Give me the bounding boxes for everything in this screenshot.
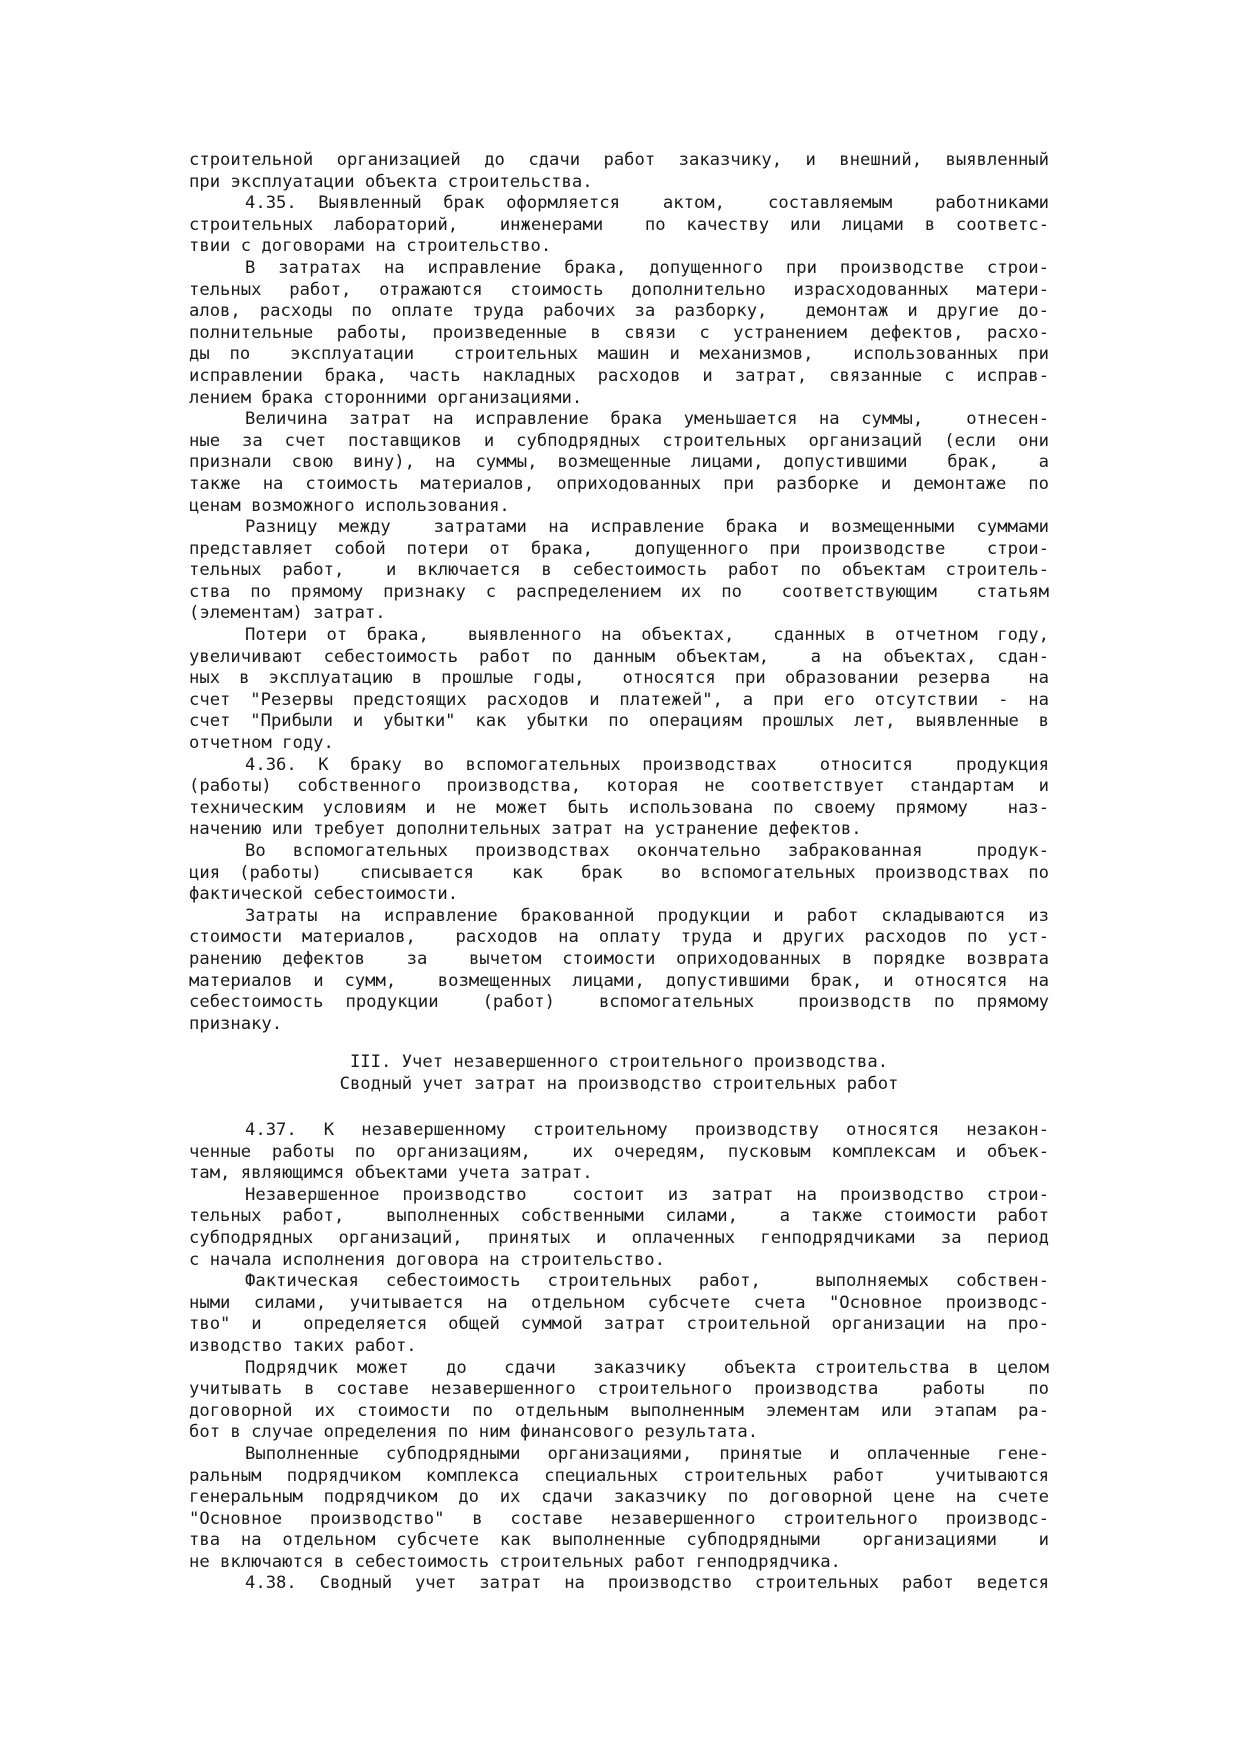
text-line: отчетном году. (189, 733, 334, 754)
text-line: 4.37. К незавершенному строительному производству относятся незакон- (245, 1120, 1049, 1140)
text-line: ченные работы по организациям, их очередям, пусковым комплексам и объек- (189, 1141, 1049, 1162)
section-heading-line-1: III. Учет незавершенного строительного производства. (349, 1052, 889, 1072)
text-line: не включаются в себестоимость строительных работ генподрядчика. (189, 1551, 841, 1572)
text-line: договорной их стоимости по отдельным выполненным элементам или этапам ра- (189, 1400, 1049, 1421)
text-line: признали свою вину), на суммы, возмещенные лицами, допустившими брак, а (189, 452, 1049, 473)
text-line: Подрядчик может до сдачи заказчику объекта строительства в целом (245, 1357, 1049, 1378)
text-line: 4.38. Сводный учет затрат на производство строительных работ ведется (245, 1573, 1049, 1594)
text-line: там, являющимся объектами учета затрат. (189, 1163, 593, 1184)
text-line: В затратах на исправление брака, допущенного при производстве строи- (245, 257, 1049, 278)
text-line: учитывать в составе незавершенного строительного производства работы по (189, 1379, 1049, 1400)
text-line: (элементам) затрат. (189, 603, 386, 624)
text-line: Разницу между затратами на исправление брака и возмещенными суммами (245, 517, 1049, 538)
text-line: 4.35. Выявленный брак оформляется актом, составляемым работниками (245, 193, 1049, 214)
text-line: Потери от брака, выявленного на объектах, сданных в отчетном году, (245, 625, 1049, 646)
text-line: признаку. (189, 1013, 283, 1034)
text-block-bottom (189, 1120, 1049, 1595)
section-heading (189, 1052, 1049, 1095)
text-line: Фактическая себестоимость строительных работ, выполняемых собствен- (245, 1271, 1049, 1292)
text-line: лением брака сторонними организациями. (189, 387, 583, 408)
text-line: тва на отдельном субсчете как выполненные субподрядными организациями и (189, 1530, 1049, 1551)
text-line: представляет собой потери от брака, допущенного при производстве строи- (189, 538, 1049, 559)
section-heading-line-2: Сводный учет затрат на производство строительных работ (339, 1073, 899, 1094)
text-line: Величина затрат на исправление брака уменьшается на суммы, отнесен- (245, 409, 1049, 430)
text-line: ные за счет поставщиков и субподрядных строительных организаций (если они (189, 430, 1049, 451)
text-line: ных в эксплуатацию в прошлые годы, относятся при образовании резерва на (189, 668, 1049, 689)
text-line: тво" и определяется общей суммой затрат строительной организации на про- (189, 1314, 1049, 1335)
text-line: Во вспомогательных производствах окончательно забракованная продук- (245, 841, 1049, 861)
text-line: исправлении брака, часть накладных расходов и затрат, связанные с исправ- (189, 365, 1049, 386)
text-line: субподрядных организаций, принятых и оплаченных генподрядчиками за период (189, 1227, 1049, 1248)
text-line: изводство таких работ. (189, 1335, 417, 1356)
text-line: строительной организацией до сдачи работ заказчику, и внешний, выявленный (189, 150, 1049, 170)
text-line: тельных работ, и включается в себестоимость работ по объектам строитель- (189, 560, 1049, 581)
text-block-top (189, 150, 1049, 1035)
text-line: Выполненные субподрядными организациями, принятые и оплаченные гене- (245, 1443, 1049, 1464)
text-line: генеральным подрядчиком до их сдачи заказчику по договорной цене на счете (189, 1487, 1049, 1508)
text-line: счет "Резервы предстоящих расходов и платежей", а при его отсутствии - на (189, 689, 1049, 710)
text-line: 4.36. К браку во вспомогательных производствах относится продукция (245, 754, 1049, 775)
text-line: тельных работ, отражаются стоимость дополнительно израсходованных матери- (189, 279, 1049, 300)
text-line: полнительные работы, произведенные в связи с устранением дефектов, расхо- (189, 322, 1049, 343)
text-line: "Основное производство" в составе незавершенного строительного производс- (189, 1508, 1049, 1529)
text-line: твии с договорами на строительство. (189, 236, 552, 257)
text-line: строительных лабораторий, инженерами по качеству или лицами в соответс- (189, 214, 1049, 235)
text-line: ральным подрядчиком комплекса специальных строительных работ учитываются (189, 1465, 1049, 1486)
text-line: также на стоимость материалов, оприходованных при разборке и демонтаже по (189, 473, 1049, 494)
text-line: ства по прямому признаку с распределением их по соответствующим статьям (189, 581, 1049, 602)
text-line: техническим условиям и не может быть использована по своему прямому наз- (189, 797, 1049, 818)
text-line: материалов и сумм, возмещенных лицами, допустившими брак, и относятся на (189, 970, 1049, 991)
text-line: бот в случае определения по ним финансового результата. (189, 1422, 759, 1443)
text-line: алов, расходы по оплате труда рабочих за разборку, демонтаж и другие до- (189, 301, 1049, 322)
text-line: (работы) собственного производства, которая не соответствует стандартам и (189, 776, 1049, 797)
text-line: ными силами, учитывается на отдельном субсчете счета "Основное производс- (189, 1292, 1049, 1313)
text-line: счет "Прибыли и убытки" как убытки по операциям прошлых лет, выявленные в (189, 711, 1049, 732)
text-line: Незавершенное производство состоит из затрат на производство строи- (245, 1184, 1049, 1205)
text-line: ция (работы) списывается как брак во вспомогательных производствах по (189, 862, 1049, 883)
text-line: тельных работ, выполненных собственными силами, а также стоимости работ (189, 1206, 1049, 1227)
text-line: при эксплуатации объекта строительства. (189, 171, 593, 192)
text-line: ды по эксплуатации строительных машин и механизмов, использованных при (189, 344, 1049, 365)
text-line: с начала исполнения договора на строительство. (189, 1249, 665, 1270)
text-line: ценам возможного использования. (189, 495, 510, 516)
text-line: фактической себестоимости. (189, 884, 459, 905)
text-line: увеличивают себестоимость работ по данным объектам, а на объектах, сдан- (189, 646, 1049, 667)
text-line: ранению дефектов за вычетом стоимости оприходованных в порядке возврата (189, 948, 1049, 969)
text-line: себестоимость продукции (работ) вспомогательных производств по прямому (189, 992, 1049, 1013)
text-line: стоимости материалов, расходов на оплату труда и других расходов по уст- (189, 927, 1049, 948)
text-line: Затраты на исправление бракованной продукции и работ складываются из (245, 905, 1049, 926)
text-line: начению или требует дополнительных затрат на устранение дефектов. (189, 819, 862, 840)
